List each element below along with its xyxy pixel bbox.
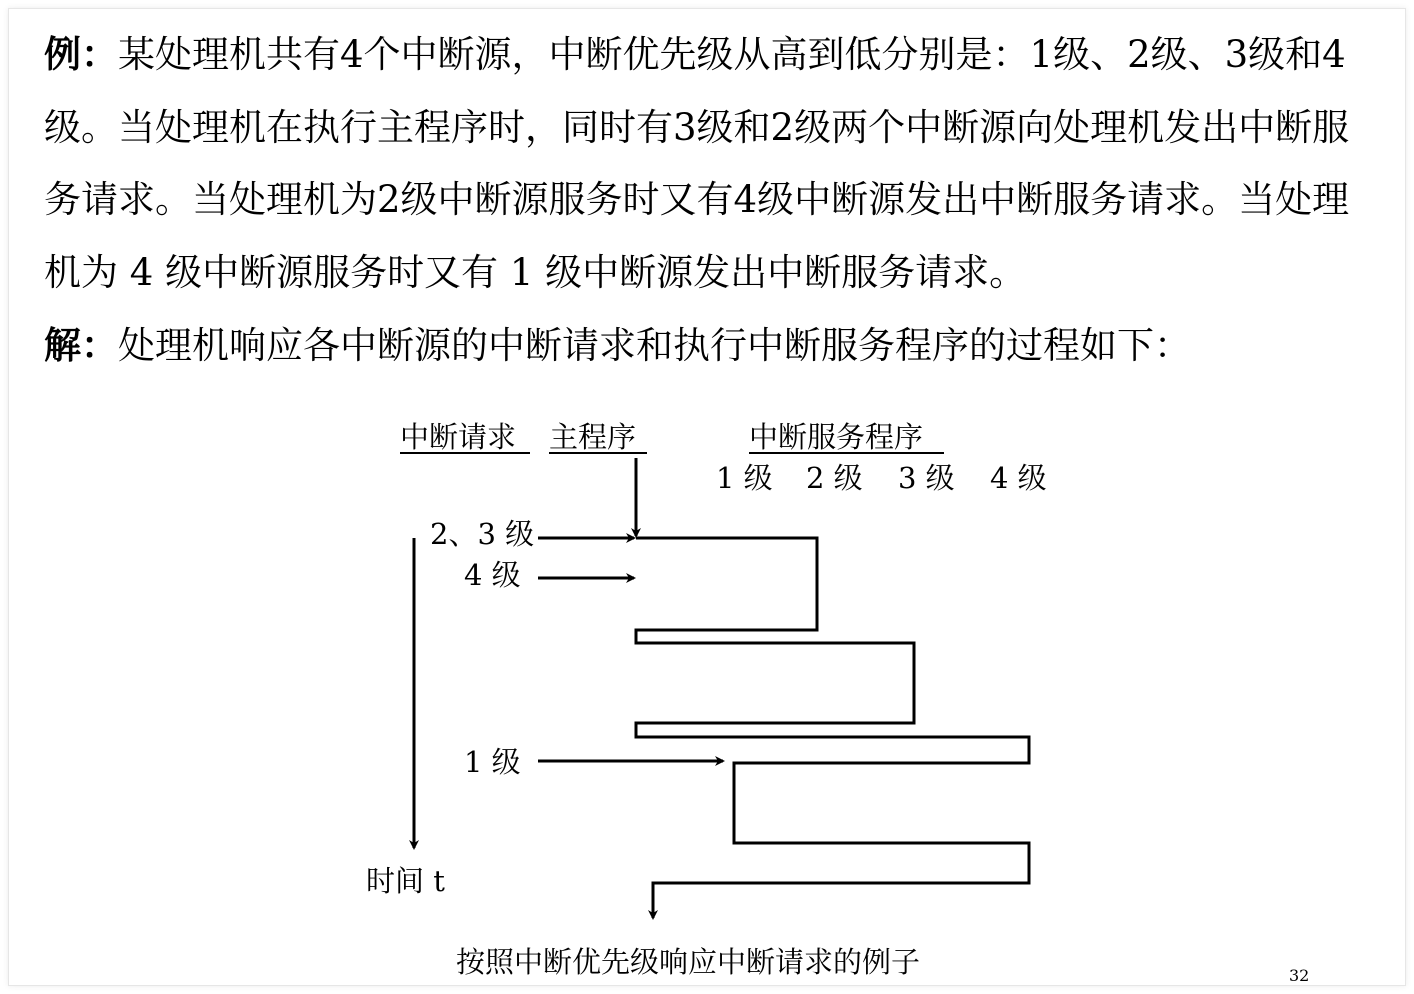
example-body: 某处理机共有4个中断源，中断优先级从高到低分别是：1级、2级、3级和4级。当处理机在执行主程序时，同时有3级和2级两个中断源向处理机发出中断服务请求。当处理机为2级中断源服务时又有4级中断源发出中断服务请求。当处理机为 4 级中断源服务时又有 1 级中断源发出中断服务请求。 (44, 33, 1350, 294)
level-2-label: 2 级 (806, 461, 863, 495)
request-level-4-label: 4 级 (464, 558, 521, 592)
diagram-caption: 按照中断优先级响应中断请求的例子 (456, 945, 921, 979)
level-3-label: 3 级 (898, 461, 955, 495)
header-service-program: 中断服务程序 (749, 420, 924, 454)
time-axis-label: 时间 t (366, 864, 445, 898)
example-label: 例 (44, 32, 81, 76)
header-main-program: 主程序 (549, 420, 637, 454)
solution-label: 解 (44, 323, 81, 367)
level-1-label: 1 级 (716, 461, 773, 495)
example-colon: ： (81, 32, 118, 76)
header-interrupt-request: 中断请求 (400, 420, 517, 454)
level-4-label: 4 级 (990, 461, 1047, 495)
request-level-2-3-label: 2、3 级 (430, 517, 535, 551)
solution-body: 处理机响应各中断源的中断请求和执行中断服务程序的过程如下： (118, 324, 1191, 367)
page-number: 32 (1289, 966, 1310, 985)
solution-colon: ： (81, 323, 118, 367)
interrupt-flow-path (636, 538, 1029, 918)
request-level-1-label: 1 级 (464, 745, 521, 779)
